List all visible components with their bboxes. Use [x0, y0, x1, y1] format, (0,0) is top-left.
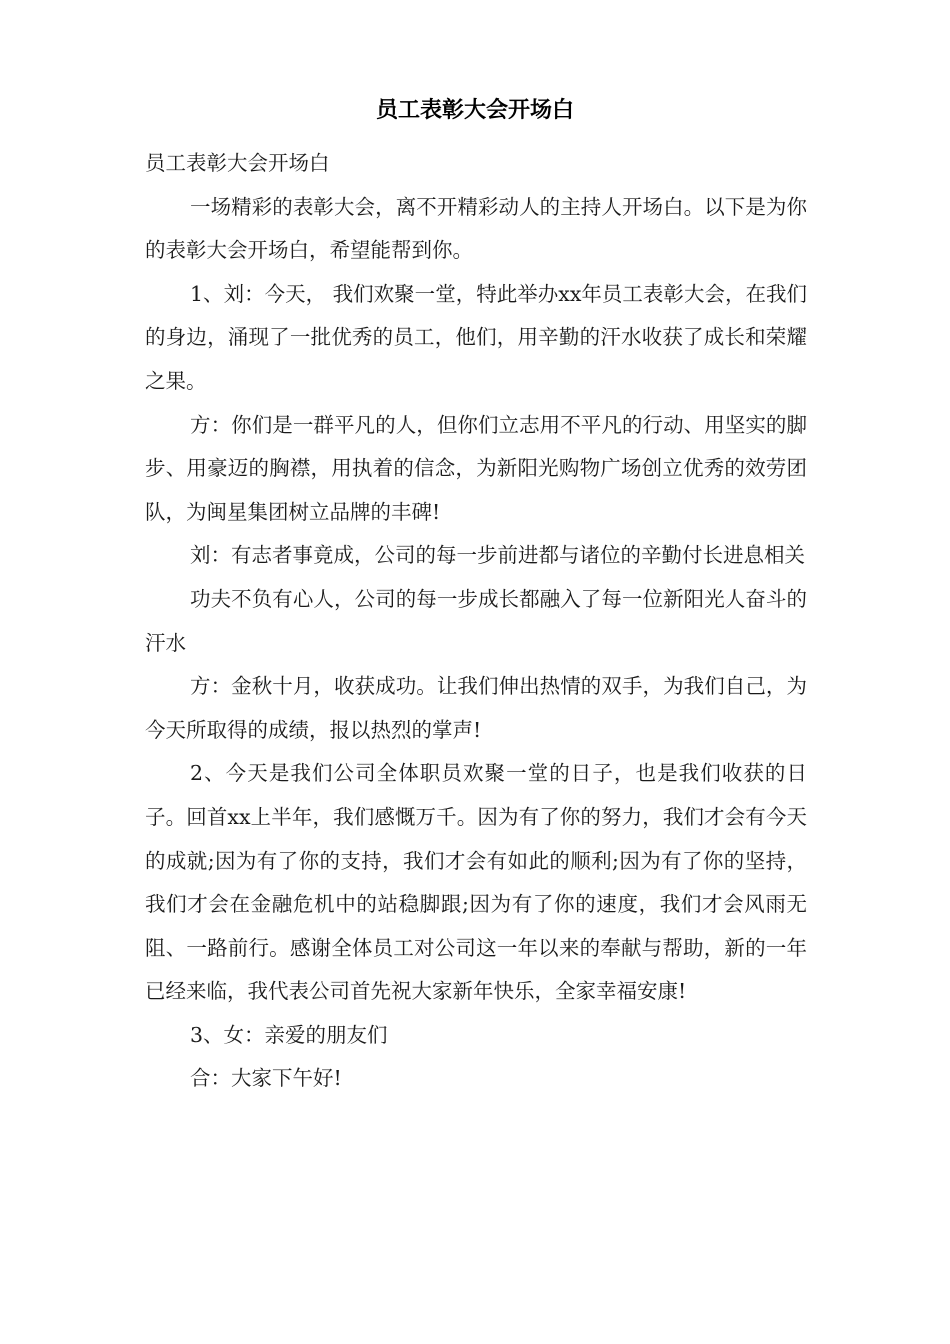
paragraph-subtitle: 员工表彰大会开场白: [145, 151, 330, 175]
paragraph-intro: 一场精彩的表彰大会，离不开精彩动人的主持人开场白。以下是为你的表彰大会开场白，希望能帮到你。: [145, 194, 807, 263]
paragraph-1-liu: 1、刘：今天， 我们欢聚一堂，特此举办xx年员工表彰大会，在我们的身边，涌现了一批优秀的员工，他们，用辛勤的汗水收获了成长和荣耀之果。: [145, 281, 807, 393]
paragraph-1-liu-2: 刘：有志者事竟成，公司的每一步前进都与诸位的辛勤付长进息相关: [190, 543, 805, 568]
paragraph-3-female: 3、女：亲爱的朋友们: [190, 1022, 388, 1047]
document-title: 员工表彰大会开场白: [375, 97, 574, 123]
paragraph-1-fang-2: 方：金秋十月，收获成功。让我们伸出热情的双手，为我们自己，为今天所取得的成绩，报以热烈的掌声!: [145, 674, 807, 742]
paragraph-1-continued: 功夫不负有心人，公司的每一步成长都融入了每一位新阳光人奋斗的汗水: [145, 586, 807, 655]
paragraph-1-fang: 方：你们是一群平凡的人，但你们立志用不平凡的行动、用坚实的脚步、用豪迈的胸襟，用执着的信念，为新阳光购物广场创立优秀的效劳团队，为闽星集团树立品牌的丰碑!: [145, 412, 807, 524]
paragraph-2: 2、今天是我们公司全体职员欢聚一堂的日子，也是我们收获的日子。回首xx上半年，我们感慨万千。因为有了你的努力，我们才会有今天的成就;因为有了你的支持，我们才会有如此的顺利;因为有了你的坚持，我们才会在金融危机中的站稳脚跟;因为有了你的速度，我们才会风雨无阻、一路前行。感谢全体员工对公司这一年以来的奉献与帮助，新的一年已经来临，我代表公司首先祝大家新年快乐，全家幸福安康!: [145, 761, 807, 1004]
document-body: [145, 142, 807, 1101]
paragraph-3-together: 合：大家下午好!: [190, 1066, 342, 1091]
